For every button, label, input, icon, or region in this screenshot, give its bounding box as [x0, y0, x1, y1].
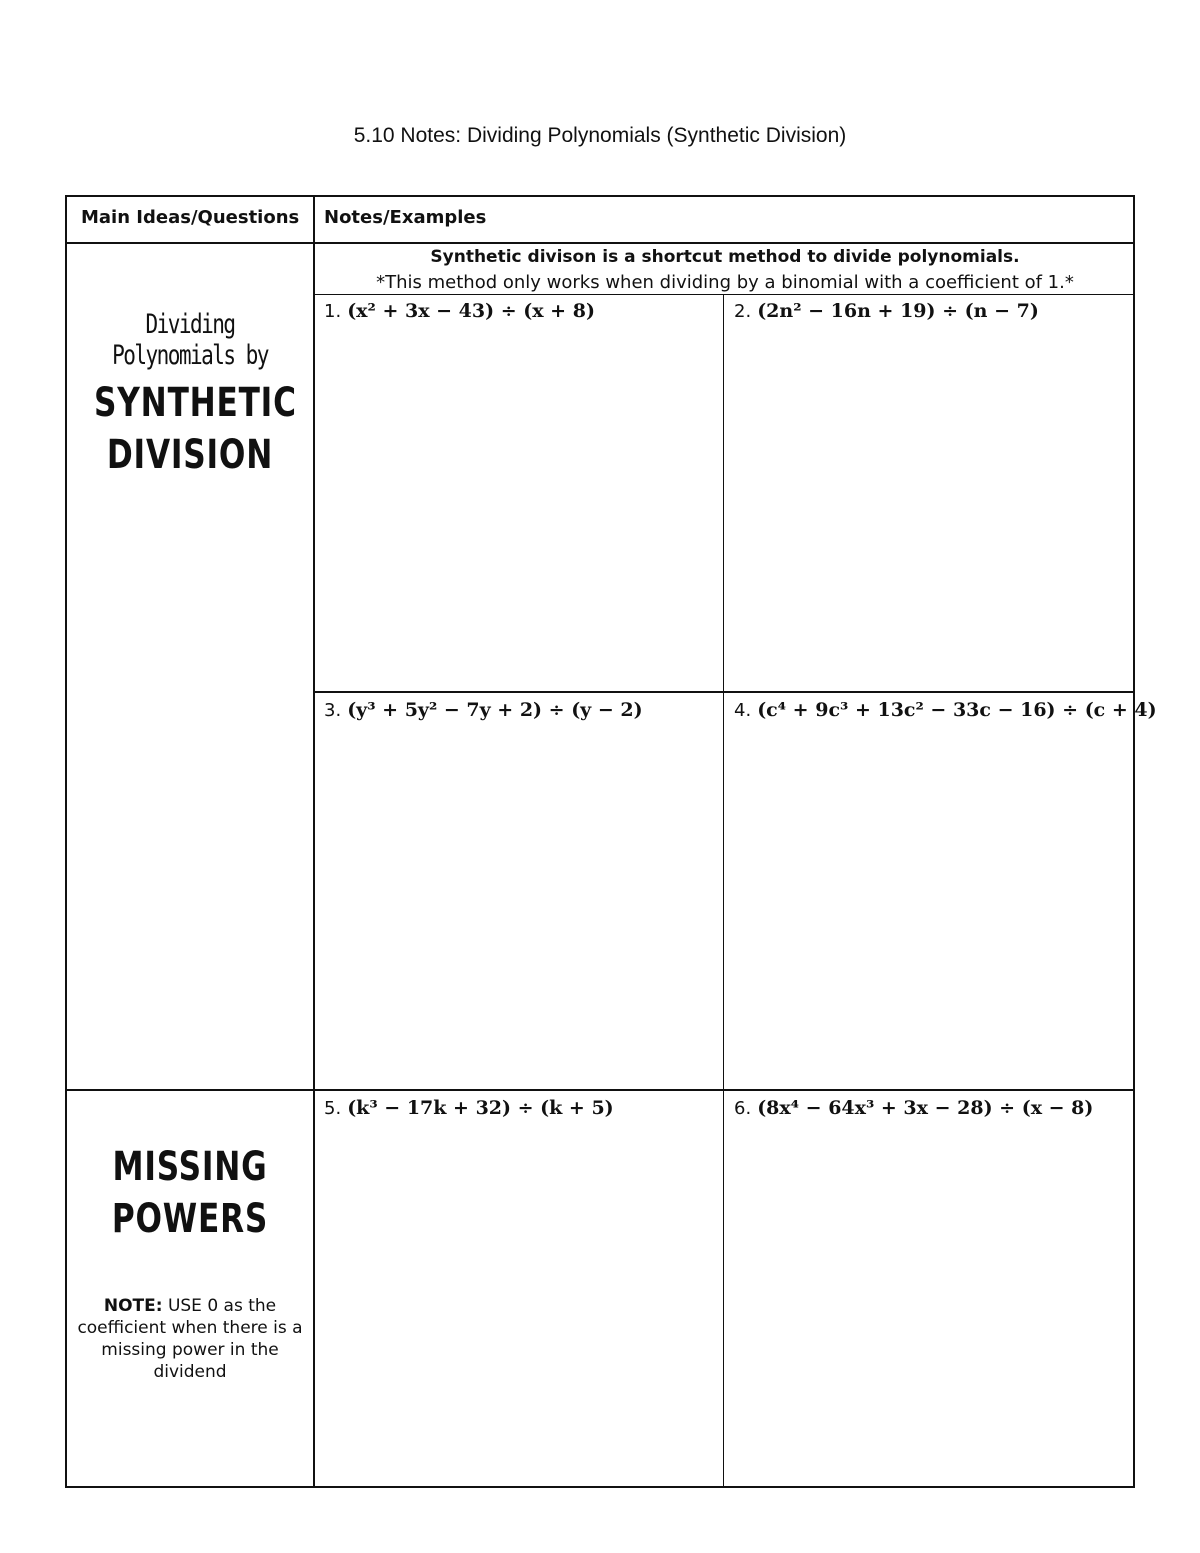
intro-caveat: *This method only works when dividing by a binomial with a coefficient of 1.*	[376, 272, 1074, 293]
missing-powers-note	[77, 1295, 303, 1383]
notes-table	[65, 195, 1157, 1488]
topic-title-line2: DIVISION	[106, 432, 274, 478]
header-divider	[67, 242, 1133, 244]
problem-number: 6.	[734, 1098, 752, 1119]
problem-number: 2.	[734, 301, 752, 322]
problem-1	[324, 300, 595, 322]
topic-missing-powers	[67, 1141, 313, 1245]
problem-number: 5.	[324, 1098, 342, 1119]
intro-divider	[315, 294, 1133, 295]
problem-expression: (c⁴ + 9c³ + 13c² − 33c − 16) ÷ (c + 4)	[757, 699, 1157, 721]
topic-title-line1: SYNTHETIC	[94, 380, 297, 426]
problem-expression: (2n² − 16n + 19) ÷ (n − 7)	[757, 300, 1039, 322]
header-main-ideas: Main Ideas/Questions	[81, 207, 300, 228]
problem-4	[734, 699, 1157, 721]
header-notes-examples: Notes/Examples	[324, 207, 487, 228]
topic-title-line2: POWERS	[111, 1196, 269, 1242]
topic-subtitle: Dividing Polynomials by	[112, 309, 268, 371]
note-text: USE 0 as the coefficient when there is a missing power in the dividend	[77, 1296, 303, 1382]
topic-synthetic-division	[67, 309, 313, 481]
problem-expression: (8x⁴ − 64x³ + 3x − 28) ÷ (x − 8)	[757, 1097, 1094, 1119]
row-divider-2	[67, 1089, 1133, 1091]
problem-number: 4.	[734, 700, 752, 721]
page-title: 5.10 Notes: Dividing Polynomials (Synthetic Division)	[353, 124, 847, 147]
problem-expression: (y³ + 5y² − 7y + 2) ÷ (y − 2)	[347, 699, 643, 721]
problem-5	[324, 1097, 614, 1119]
problem-3	[324, 699, 643, 721]
intro-statement: Synthetic divison is a shortcut method to divide polynomials.	[430, 247, 1020, 267]
problem-column-divider	[723, 295, 724, 1486]
row-divider-1	[315, 691, 1133, 693]
problem-expression: (x² + 3x − 43) ÷ (x + 8)	[347, 300, 595, 322]
problem-number: 1.	[324, 301, 342, 322]
problem-2	[734, 300, 1039, 322]
note-label: NOTE:	[103, 1296, 163, 1316]
column-divider	[313, 197, 315, 1486]
topic-title-line1: MISSING	[112, 1144, 268, 1190]
problem-6	[734, 1097, 1093, 1119]
problem-number: 3.	[324, 700, 342, 721]
problem-expression: (k³ − 17k + 32) ÷ (k + 5)	[347, 1097, 614, 1119]
